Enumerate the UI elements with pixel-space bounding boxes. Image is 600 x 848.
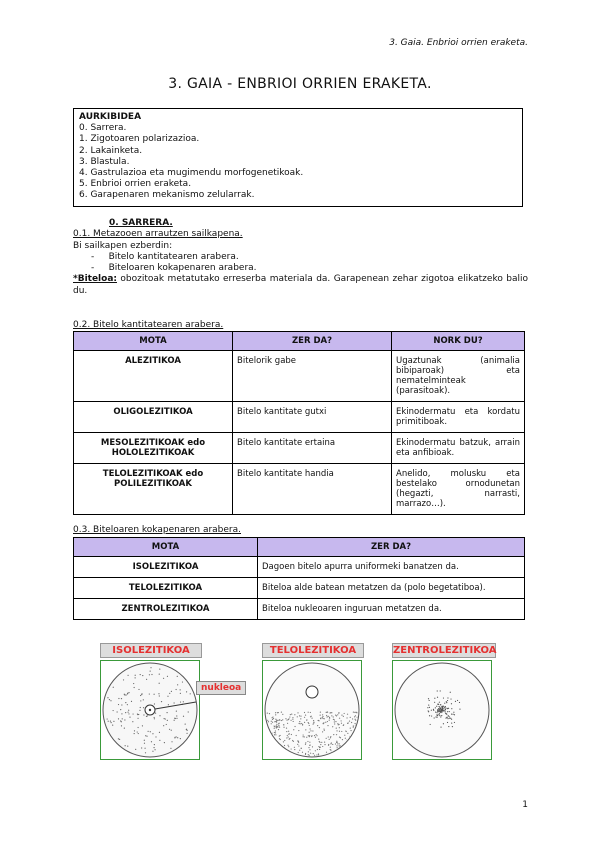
cell: Dagoen bitelo apurra uniformeki banatzen da. bbox=[258, 557, 525, 578]
page-number: 1 bbox=[522, 800, 528, 810]
figure-label: ZENTROLEZITIKOA bbox=[393, 645, 497, 656]
table-header: MOTA bbox=[74, 538, 258, 557]
table-of-contents bbox=[73, 108, 523, 207]
toc-item: 4. Gastrulazioa eta mugimendu morfogenetikoak. bbox=[79, 168, 304, 179]
table-row bbox=[74, 433, 525, 464]
table2-caption: 0.3. Biteloaren kokapenaren arabera. bbox=[73, 525, 241, 535]
table-row bbox=[74, 599, 525, 620]
toc-item: 2. Lakainketa. bbox=[79, 145, 143, 156]
table-row bbox=[74, 464, 525, 515]
table-header: NORK DU? bbox=[392, 332, 525, 351]
telolecithal-egg-image bbox=[262, 660, 362, 760]
table-header: ZER DA? bbox=[258, 538, 525, 557]
definition: *Biteloa: obozitoak metatutako erreserba materiala da. Garapenean zehar zigotoa elikatzeko balio du. bbox=[73, 274, 528, 296]
cell: MESOLEZITIKOAK edo HOLOLEZITIKOAK bbox=[74, 433, 233, 464]
cell: Ekinodermatu batzuk, arrain eta anfibioak. bbox=[392, 433, 525, 464]
cell: ALEZITIKOA bbox=[74, 351, 233, 402]
cell: ISOLEZITIKOA bbox=[74, 557, 258, 578]
figure-label: TELOLEZITIKOA bbox=[262, 643, 364, 658]
cell: Ekinodermatu eta kordatu primitiboak. bbox=[392, 402, 525, 433]
cell: TELOLEZITIKOA bbox=[74, 578, 258, 599]
cell: Ugaztunak (animalia bibiparoak) eta nematelminteak (parasitoak). bbox=[392, 351, 525, 402]
table-row bbox=[74, 402, 525, 433]
toc-item: 6. Garapenaren mekanismo zelularrak. bbox=[79, 190, 255, 201]
toc-item: 5. Enbrioi orrien eraketa. bbox=[79, 179, 192, 190]
toc-item: 3. Blastula. bbox=[79, 156, 130, 167]
cell: Bitelorik gabe bbox=[233, 351, 392, 402]
intro-line: Bi sailkapen ezberdin: bbox=[73, 240, 173, 251]
cell: Anelido, molusku eta bestelako ornodunetan (hegazti, narrasti, marrazo…). bbox=[392, 464, 525, 515]
bullet-item: - Bitelo kantitatearen arabera. bbox=[91, 251, 239, 262]
cell: Biteloa nukleoaren inguruan metatzen da. bbox=[258, 599, 525, 620]
cell: Bitelo kantitate gutxi bbox=[233, 402, 392, 433]
table1-caption: 0.2. Bitelo kantitatearen arabera. bbox=[73, 320, 224, 330]
table-row bbox=[74, 557, 525, 578]
table-header: MOTA bbox=[74, 332, 233, 351]
table-row bbox=[74, 351, 525, 402]
toc-heading: AURKIBIDEA bbox=[79, 112, 142, 122]
yolk-amount-table bbox=[73, 331, 525, 515]
cell: Biteloa alde batean metatzen da (polo begetatiboa). bbox=[258, 578, 525, 599]
yolk-location-table bbox=[73, 537, 525, 620]
nucleus-label: nukleoa bbox=[196, 681, 246, 695]
table-header: ZER DA? bbox=[233, 332, 392, 351]
cell: Bitelo kantitate ertaina bbox=[233, 433, 392, 464]
table-row bbox=[74, 578, 525, 599]
cell: OLIGOLEZITIKOA bbox=[74, 402, 233, 433]
telolecithal-figure bbox=[262, 643, 364, 760]
cell: Bitelo kantitate handia bbox=[233, 464, 392, 515]
subsection-title: 0.1. Metazooen arrautzen sailkapena. bbox=[73, 229, 243, 240]
section-title: 0. SARRERA. bbox=[109, 218, 173, 228]
bullet-item: - Biteloaren kokapenaren arabera. bbox=[91, 263, 257, 274]
isolecithal-egg-image bbox=[100, 660, 200, 760]
centrolecithal-egg-image bbox=[392, 660, 492, 760]
toc-item: 0. Sarrera. bbox=[79, 123, 127, 134]
page-title: 3. GAIA - ENBRIOI ORRIEN ERAKETA. bbox=[168, 76, 432, 92]
toc-item: 1. Zigotoaren polarizazioa. bbox=[79, 134, 200, 145]
intro-section bbox=[73, 218, 528, 297]
cell: TELOLEZITIKOAK edo POLILEZITIKOAK bbox=[74, 464, 233, 515]
cell: ZENTROLEZITIKOA bbox=[74, 599, 258, 620]
centrolecithal-figure bbox=[392, 643, 496, 760]
isolecithal-figure bbox=[100, 643, 202, 760]
running-header: 3. Gaia. Enbrioi orrien eraketa. bbox=[389, 38, 528, 48]
figure-label: ISOLEZITIKOA bbox=[100, 643, 202, 658]
